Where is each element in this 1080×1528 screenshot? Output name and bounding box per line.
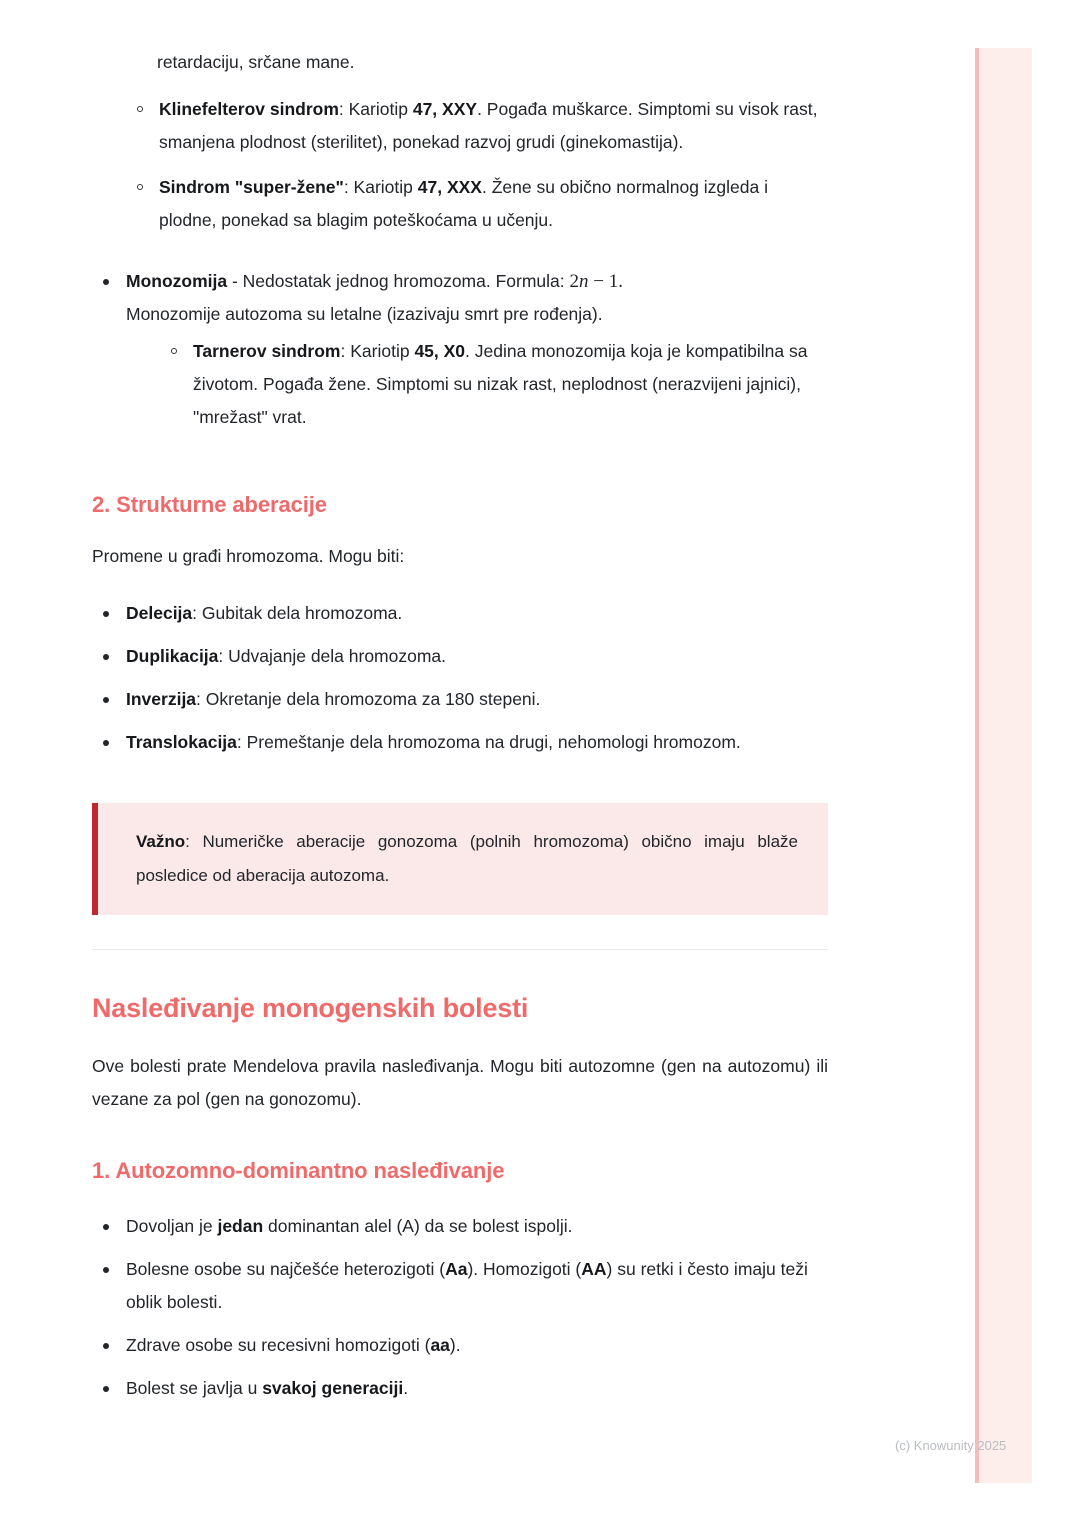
item-text-mid: . [403,1378,409,1398]
syndrome-separator: : Kariotip [343,177,418,197]
item-text-post: ) su retki i često imaju teži oblik bolesti. [126,1259,808,1312]
monosomy-list [92,265,828,434]
section-heading-monogenic: Nasleđivanje monogenskih bolesti [92,993,529,1023]
syndrome-separator: : Kariotip [340,341,415,361]
list-item [92,1253,828,1319]
item-text-pre: Dovoljan je [126,1216,218,1236]
structural-term: Duplikacija [126,646,219,666]
syndrome-sublist [92,93,828,237]
structural-term: Inverzija [126,689,197,709]
callout-text [136,825,798,893]
autosomal-dominant-list [92,1210,828,1405]
list-item [92,1329,828,1362]
list-item [126,335,828,434]
item-emphasis: svakoj generaciji [262,1378,404,1398]
structural-description: : Premeštanje dela hromozoma na drugi, nehomologi hromozom. [236,732,741,752]
section-heading-structural: 2. Strukturne aberacije [92,492,327,517]
section-heading-autosomal-dominant: 1. Autozomno-dominantno nasleđivanje [92,1158,505,1183]
list-item [92,1372,828,1405]
structural-term: Translokacija [126,732,237,752]
syndrome-description: . Jedina monozomija koja je kompatibilna sa životom. Pogađa žene. Simptomi su nizak rast, neplodnost (nerazvijeni jajnici), "mrežast" vrat. [193,341,808,427]
callout-body: : Numeričke aberacije gonozoma (polnih hromozoma) obično imaju blaže posledice od aberacija autozoma. [136,832,798,885]
item-emphasis: jedan [217,1216,264,1236]
item-emphasis: Aa [445,1259,468,1279]
list-item [92,683,828,716]
list-item [92,640,828,673]
monosomy-sublist [126,335,828,434]
karyotype-value: 47, XXX [417,177,482,197]
structural-list [92,597,828,759]
monogenic-intro: Ove bolesti prate Mendelova pravila nasleđivanja. Mogu biti autozomne (gen na autozomu) ili vezane za pol (gen na gonozomu). [92,1056,828,1109]
item-emphasis: aa [430,1335,450,1355]
syndrome-term: Tarnerov sindrom [193,341,341,361]
syndrome-term: Klinefelterov sindrom [159,99,339,119]
structural-intro: Promene u građi hromozoma. Mogu biti: [92,546,405,566]
monosomy-text: - Nedostatak jednog hromozoma. Formula: [227,271,570,291]
structural-description: : Okretanje dela hromozoma za 180 stepeni. [196,689,541,709]
important-callout [92,803,828,915]
document-page [92,0,828,1415]
item-text-pre: Bolest se javlja u [126,1378,263,1398]
list-item [92,265,828,434]
list-item [92,171,828,237]
item-text-mid: ). [449,1335,461,1355]
syndrome-separator: : Kariotip [338,99,413,119]
list-item [92,1210,828,1243]
item-text-mid: dominantan alel (A) da se bolest ispolji. [263,1216,573,1236]
list-item [92,597,828,630]
syndrome-description: . Pogađa muškarce. Simptomi su visok rast, smanjena plodnost (sterilitet), ponekad razvoj grudi (ginekomastija). [159,99,818,152]
syndrome-term: Sindrom "super-žene" [159,177,344,197]
syndrome-description: . Žene su obično normalnog izgleda i plodne, ponekad sa blagim poteškoćama u učenju. [159,177,768,230]
list-item [92,726,828,759]
monosomy-second-line: Monozomije autozoma su letalne (izazivaju smrt pre rođenja). [126,304,603,324]
structural-term: Delecija [126,603,193,623]
karyotype-value: 45, X0 [414,341,466,361]
structural-description: : Gubitak dela hromozoma. [192,603,403,623]
continued-paragraph: retardaciju, srčane mane. [157,52,355,72]
structural-description: : Udvajanje dela hromozoma. [218,646,447,666]
item-text-pre: Zdrave osobe su recesivni homozigoti ( [126,1335,431,1355]
page-side-strip [975,48,1032,1483]
item-emphasis-2: AA [581,1259,607,1279]
list-item [92,93,828,159]
item-text-pre: Bolesne osobe su najčešće heterozigoti ( [126,1259,446,1279]
copyright-watermark: (c) Knowunity 2025 [895,1438,1007,1453]
karyotype-value: 47, XXY [412,99,478,119]
callout-label: Važno [136,832,186,851]
monosomy-formula: 2n − 1. [569,271,623,292]
monosomy-term: Monozomija [126,271,228,291]
item-text-mid: ). Homozigoti ( [467,1259,582,1279]
